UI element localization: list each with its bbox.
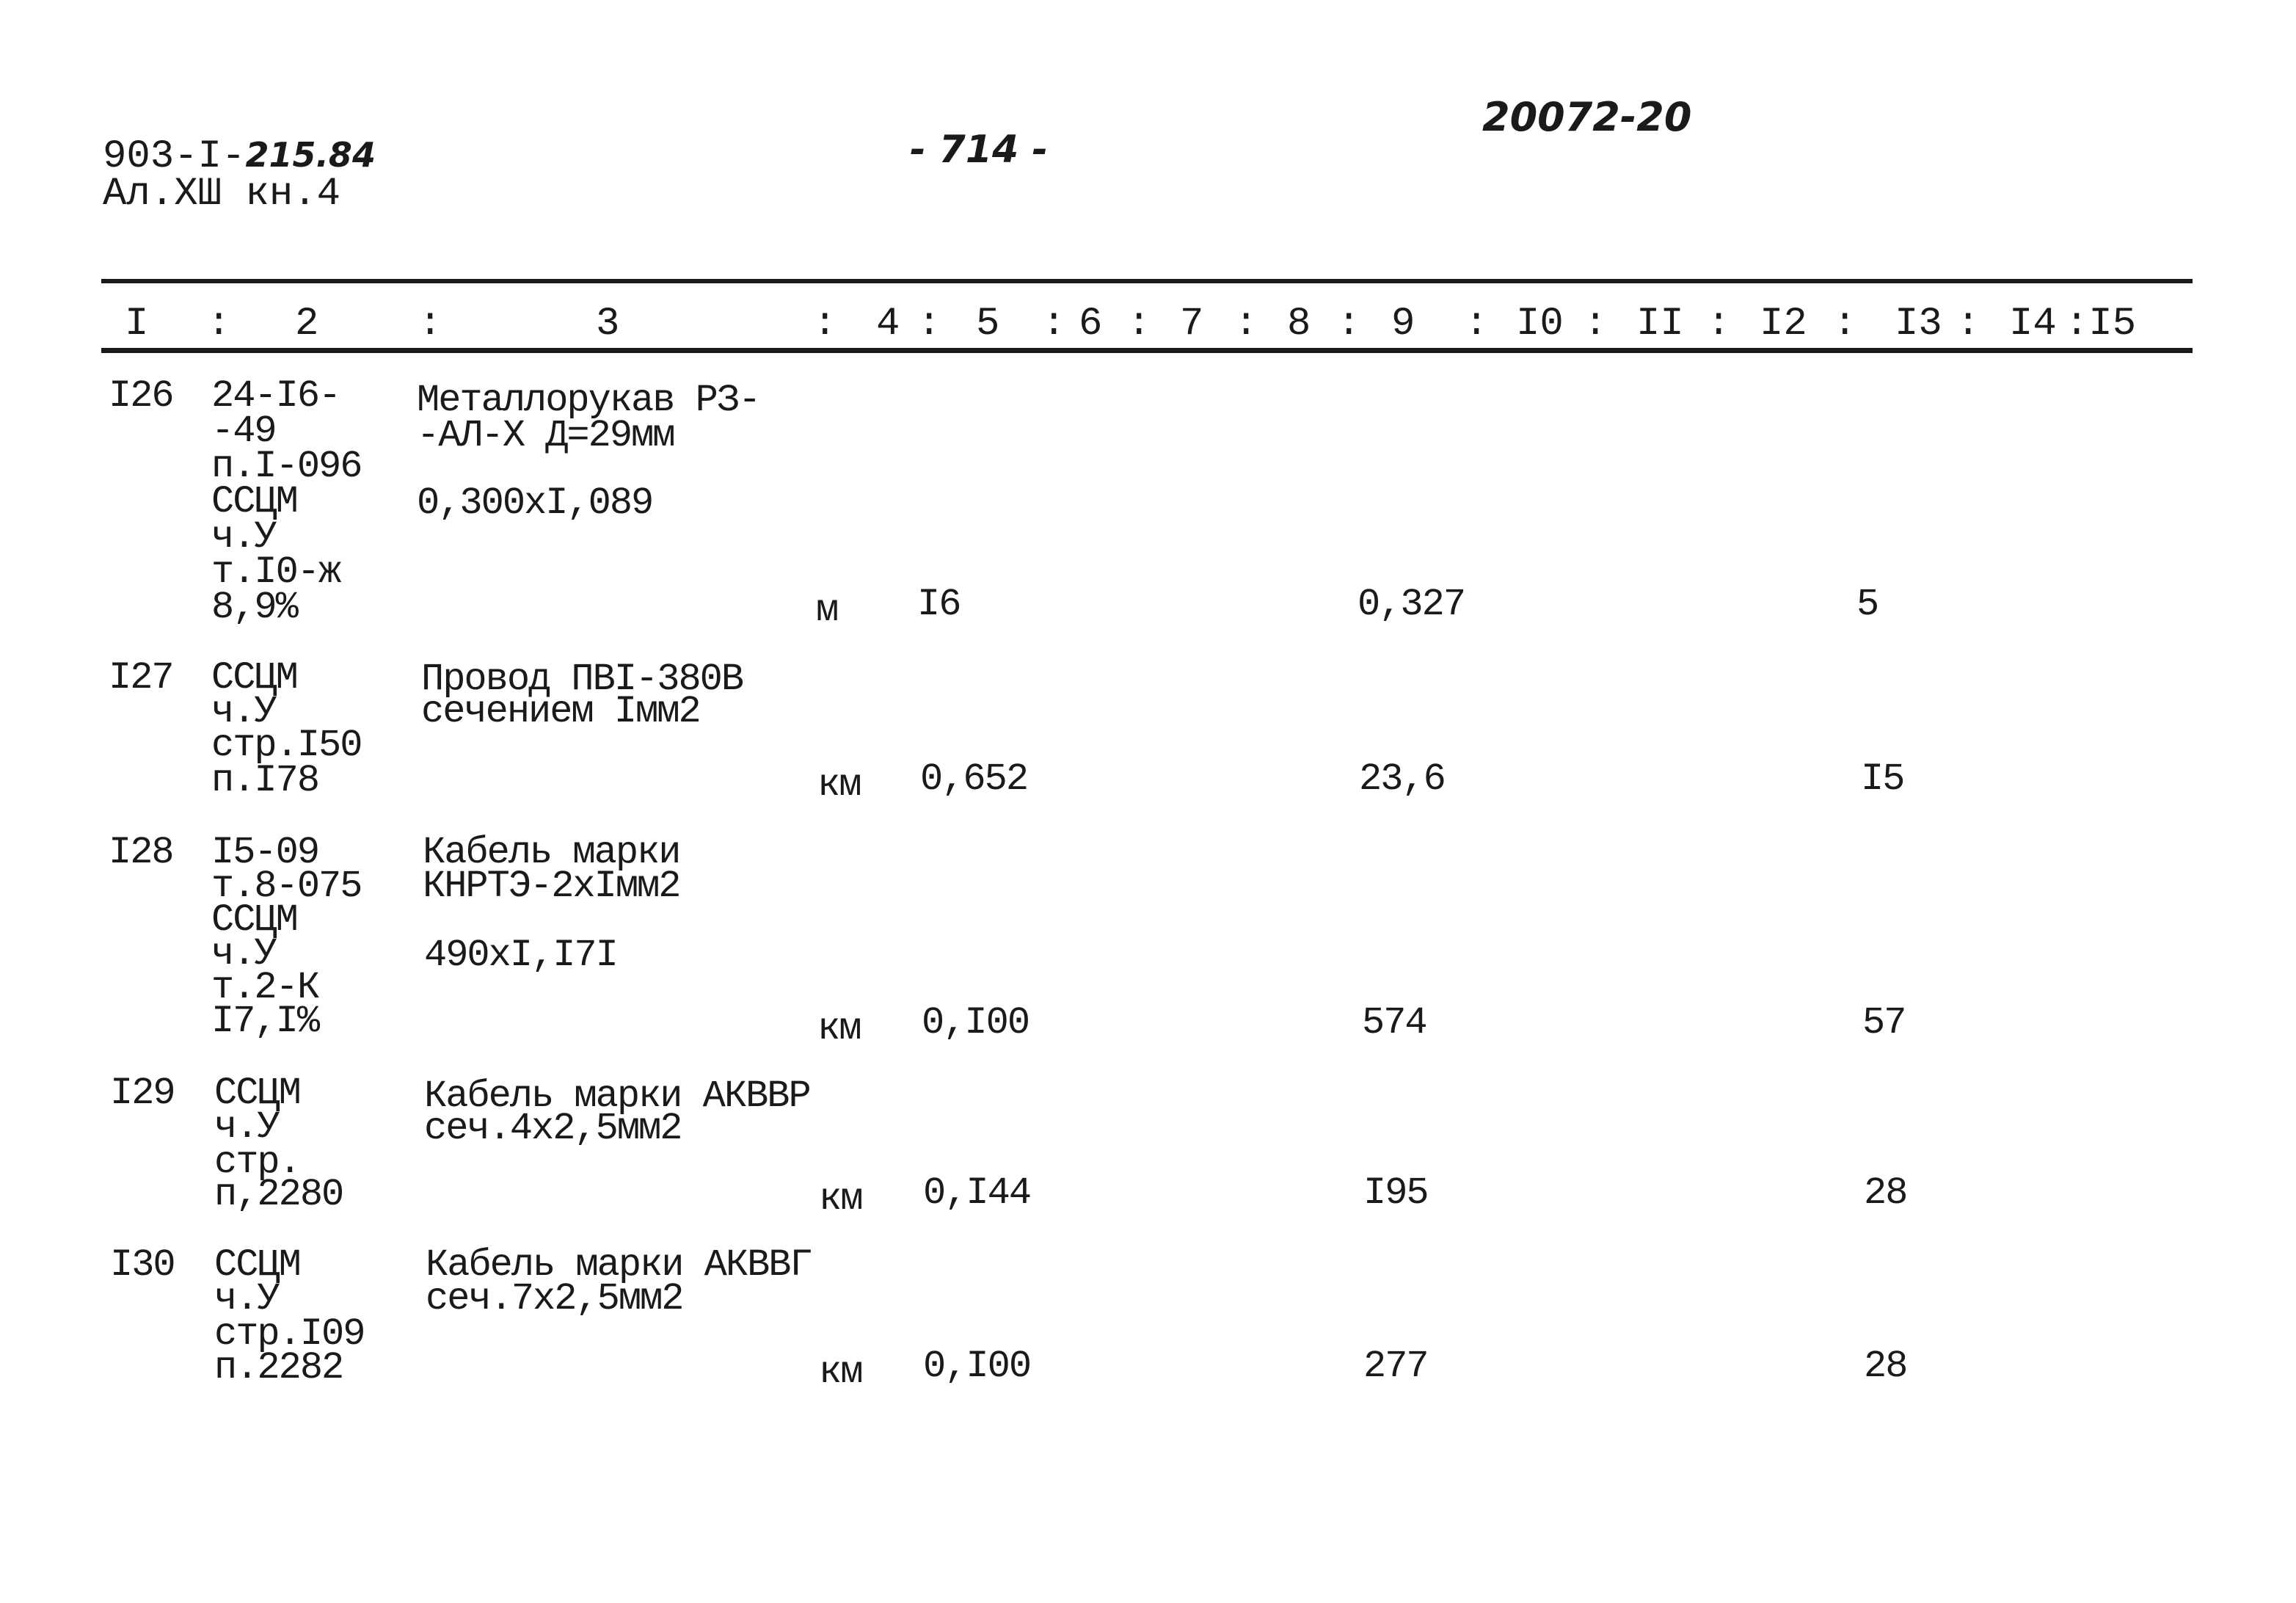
total: I5 [1861,757,1904,801]
item-name-line: сечением Iмм2 [421,690,700,733]
unit: км [817,1007,861,1050]
column-header: I3 [1895,302,1942,346]
total: 57 [1862,1001,1906,1044]
row-number: I26 [109,374,173,418]
row-number: I27 [109,656,173,699]
reference-line: п.I-096 [211,445,362,488]
item-name-line: Кабель марки АКВВР [424,1075,810,1118]
total: 28 [1864,1345,1907,1388]
unit: м [816,589,838,632]
document-code-printed: 903-I- [103,134,246,179]
album-reference: Ал.XШ кн.4 [103,172,341,217]
item-calculation: 490хI,I7I [424,934,617,977]
column-header: II [1636,302,1684,346]
reference-line: ч.У [214,1105,279,1149]
document-code [103,135,376,177]
reference-line: ч.У [211,690,276,733]
column-header: 6 [1079,302,1103,346]
row-number: I29 [110,1072,175,1115]
column-header: 8 [1287,302,1311,346]
unit: км [817,763,861,807]
quantity: I6 [917,583,961,626]
reference-line: ССЦМ [211,656,297,699]
total: 5 [1856,583,1878,626]
stamp-number: 20072-20 [1482,94,1692,140]
reference-line: стр.I50 [211,724,362,767]
column-header: : [1042,302,1066,346]
reference-line: стр.I09 [214,1312,365,1356]
column-header: : [813,302,837,346]
column-header: I2 [1760,302,1807,346]
item-calculation: 0,300хI,089 [417,481,653,525]
item-name-line: Металлорукав РЗ- [417,379,760,422]
quantity: 0,I00 [922,1001,1029,1044]
item-name-line: Провод ПВI-380В [421,658,743,701]
item-name-line: КНРТЭ-2хIмм2 [423,865,680,908]
column-header: : [418,302,442,346]
column-header: : [1465,302,1489,346]
total: 28 [1864,1171,1907,1215]
column-header: I0 [1516,302,1564,346]
column-header: :I5 [2065,302,2137,346]
item-name-line: -АЛ-Х Д=29мм [417,414,674,457]
unit-price: 23,6 [1359,757,1445,801]
quantity: 0,I00 [923,1345,1031,1388]
reference-line: т.I0-ж [211,550,340,594]
column-header: : [1833,302,1857,346]
column-header: I4 [2009,302,2057,346]
reference-line: ч.У [211,932,276,975]
header-bottom-rule [101,348,2193,353]
quantity: 0,652 [920,757,1028,801]
column-header: I [125,302,149,346]
column-header: : [917,302,941,346]
reference-line: стр. [214,1141,300,1184]
unit-price: 0,327 [1357,583,1465,626]
reference-line: ССЦМ [214,1072,300,1115]
reference-line: I7,I% [211,1000,319,1043]
column-header: 3 [596,302,620,346]
table-top-rule [101,279,2193,283]
column-header: 7 [1180,302,1204,346]
document-code-handwritten: 215.84 [245,135,376,175]
reference-line: ч.У [214,1277,279,1320]
reference-line: т.8-075 [211,865,362,908]
column-header: : [1337,302,1361,346]
reference-line: ССЦМ [211,480,297,523]
unit-price: 574 [1362,1001,1426,1044]
page-number: - 714 - [910,128,1048,172]
reference-line: 8,9% [211,586,297,629]
column-header: : [207,302,231,346]
unit: км [819,1177,862,1221]
quantity: 0,I44 [923,1171,1031,1215]
column-header: : [1583,302,1608,346]
item-name-line: Кабель марки АКВВГ [426,1243,812,1287]
unit-price: 277 [1363,1345,1428,1388]
reference-line: ч.У [211,515,276,559]
reference-line: -49 [211,410,276,453]
column-header: 5 [976,302,1000,346]
row-number: I28 [109,831,173,874]
row-number: I30 [110,1243,175,1287]
column-header: 9 [1391,302,1415,346]
item-name-line: сеч.7х2,5мм2 [426,1277,683,1320]
reference-line: 24-I6- [211,374,340,418]
item-name-line: сеч.4х2,5мм2 [424,1107,682,1150]
column-header: : [1127,302,1151,346]
reference-line: т.2-К [211,966,319,1009]
column-header: : [1707,302,1731,346]
column-header: 4 [876,302,900,346]
reference-line: п.2282 [214,1346,343,1389]
reference-line: п,2280 [214,1173,343,1216]
unit: км [819,1351,862,1394]
reference-line: ССЦМ [214,1243,300,1287]
column-header: : [1234,302,1258,346]
column-header: : [1956,302,1980,346]
column-header: 2 [295,302,319,346]
unit-price: I95 [1363,1171,1428,1215]
reference-line: ССЦМ [211,898,297,942]
reference-line: п.I78 [211,759,319,802]
reference-line: I5-09 [211,831,319,874]
item-name-line: Кабель марки [423,831,680,874]
